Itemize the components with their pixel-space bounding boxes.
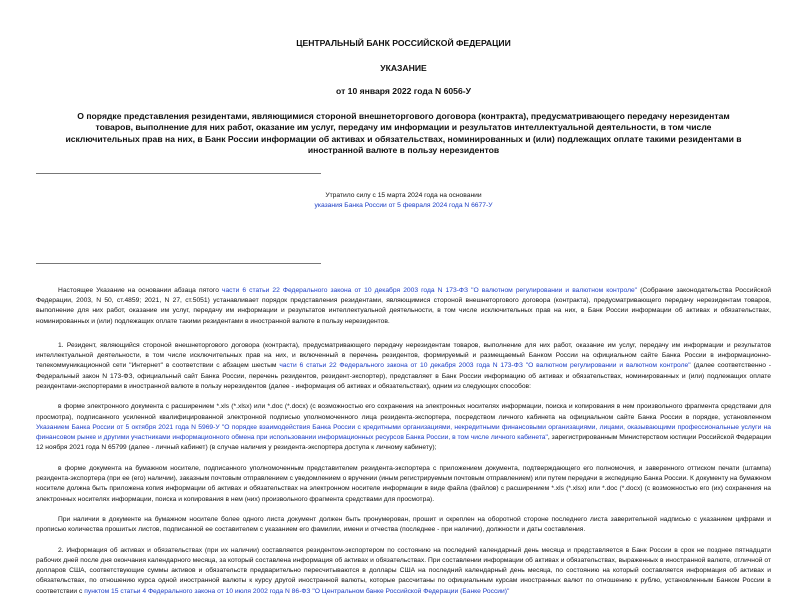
paragraph-text: , зарегистрированным Министерством юстиции Российской Федерации 12 ноября 2021 года N 65799 (далее - личный кабинет) (в случае наличия у резидента-экспортера доступа к личному кабинету); <box>36 434 771 452</box>
law-173fz-link[interactable]: части 6 статьи 22 Федерального закона от 10 декабря 2003 года N 173-ФЗ "О валютном регулировании и валютном контроле" <box>279 362 691 370</box>
separator-line-top <box>36 173 321 174</box>
law-173fz-link[interactable]: части 6 статьи 22 Федерального закона от 10 декабря 2003 года N 173-ФЗ "О валютном регулировании и валютном контроле" <box>221 286 638 294</box>
paragraph-multipage <box>36 515 771 536</box>
paragraph-paper-form <box>36 464 771 505</box>
validity-note <box>36 191 771 211</box>
paragraph-preamble <box>36 286 771 327</box>
ordinance-5969u-link[interactable]: Указанием Банка России от 5 октября 2021 года N 5969-У "О порядке взаимодействия Банка России с кредитными организациями, некредитными финансовыми организациями, лицами, оказывающими профессиональные услуги на финансовом рынке и другими участниками информационного обмена при использовании информационных ресурсов Банка России, в том числе личного кабинета" <box>36 423 771 442</box>
paragraph-text: (далее соответственно - Федеральный закон N 173-ФЗ, официальный сайт Банка России, перечень резидентов, резидент-экспортер), представляет в Банк России информацию об активах и обязательствах, номинированных и (или) подлежащих оплате резидентами-экспортерами в иностранной валюте в пользу нерезидентов (далее - информация об активах и обязательствах), одним из следующих способов: <box>36 362 772 390</box>
document-type: УКАЗАНИЕ <box>380 63 427 73</box>
separator-line-bottom <box>36 263 321 264</box>
paragraph-text: в форме документа на бумажном носителе, подписанного уполномоченным представителем резидента-экспортера с приложением документа, подтверждающего его полномочия, и заверенного оттиском печати (штампа) резидента-экспортера (при ее (его) наличии), заказным почтовым отправлением с уведомлением о вручении (иным регистрируемым почтовым отправлением) или путем передачи в экспедицию Банка России. К документу на бумажном носителе должна быть приложена копия информации об активах и обязательствах на электронном носителе информации в виде файла (файлов) с расширением *.xls (*.xlsx) или *.doc (*.docx) (с возможностью его (их) сохранения на электронных носителях информации, поиска и копирования в нем (них) произвольного фрагмента средствами для просмотра). <box>36 464 771 503</box>
organization-name: ЦЕНТРАЛЬНЫЙ БАНК РОССИЙСКОЙ ФЕДЕРАЦИИ <box>296 38 511 48</box>
paragraph-text: (Собрание законодательства Российской Федерации, 2003, N 50, ст.4859; 2021, N 27, ст.5051) устанавливает порядок представления резидентами, являющимися стороной внешнеторгового договора (контракта), предусматривающего передачу нерезидентам товаров, выполнение для них работ, оказание им услуг, передачу им информации и результатов интеллектуальной деятельности, в том числе исключительных прав на них, в Банк России информации об активах и обязательствах, номинированных и (или) подлежащих оплате такими резидентами в иностранной валюте в пользу нерезидентов. <box>36 286 771 325</box>
document-title: О порядке представления резидентами, являющимися стороной внешнеторгового договора (контракта), предусматривающего передачу нерезидентам товаров, выполнение для них работ, оказание им услуг, передачу им информации и результатов интеллектуальной деятельности, в том числе исключительных прав на них, в Банк России информации об активах и обязательствах, номинированных и (или) подлежащих оплате такими резидентами в иностранной валюте в пользу нерезидентов <box>65 111 742 156</box>
document-date-number: от 10 января 2022 года N 6056-У <box>336 86 471 96</box>
paragraph-text: Настоящее Указание на основании абзаца пятого <box>58 286 222 294</box>
paragraph-text: 2. Информация об активах и обязательствах (при их наличии) составляется резидентом-экспортером по состоянию на последний календарный день месяца и представляется в Банк России в срок не позднее пятнадцати рабочих дней после дня окончания календарного месяца, за который составлена информация об активах и обязательствах. При составлении информации об активах и обязательствах, выраженных в иностранной валюте, отличной от долларов США, соответствующие суммы активов и обязательств предварительно пересчитываются в доллары США на последний календарный день месяца, по состоянию на который составляется информация об активах и обязательствах, по отношению курса одной иностранной валюты к курсу другой иностранной валюты, которые рассчитаны по официальным курсам иностранных валют по отношению к рублю, установленным Банком России в соответствии с <box>36 546 771 595</box>
paragraph-1 <box>36 341 771 392</box>
validity-note-link[interactable]: указания Банка России от 5 февраля 2024 года N 6677-У <box>314 201 493 209</box>
validity-note-text: Утратило силу с 15 марта 2024 года на основании <box>325 191 482 199</box>
paragraph-text: в форме электронного документа с расширением *.xls (*.xlsx) или *.doc (*.docx) (с возможностью его сохранения на электронных носителях информации, поиска и копирования в нем произвольного фрагмента средствами для просмотра), подписанного усиленной квалифицированной электронной подписью уполномоченного лица резидента-экспортера, посредством личного кабинета на официальном сайте Банка России в порядке, установленном <box>36 403 771 421</box>
law-86fz-link[interactable]: пунктом 15 статьи 4 Федерального закона от 10 июля 2002 года N 86-ФЗ "О Центральном банке Российской Федерации (Банке России)" <box>84 587 510 595</box>
paragraph-text: При наличии в документе на бумажном носителе более одного листа документ должен быть пронумерован, прошит и скреплен на оборотной стороне последнего листа заверительной надписью с указанием цифрами и прописью количества прошитых листов, подписанной ее составителем с указанием его фамилии, имени и отчества (последнее - при наличии), должности и даты составления. <box>36 515 771 534</box>
paragraph-electronic-form <box>36 402 771 453</box>
paragraph-2 <box>36 546 771 597</box>
paragraph-text: 1. Резидент, являющийся стороной внешнеторгового договора (контракта), предусматривающего передачу нерезидентам товаров, выполнение для них работ, оказание им услуг, передачу им информации и результатов интеллектуальной деятельности, в том числе исключительных прав на них, и включенный в перечень резидентов, формируемый и размещаемый Банком России на официальном сайте Банка России в информационно-телекоммуникационной сети "Интернет" в соответствии с абзацем шестым <box>36 341 771 370</box>
